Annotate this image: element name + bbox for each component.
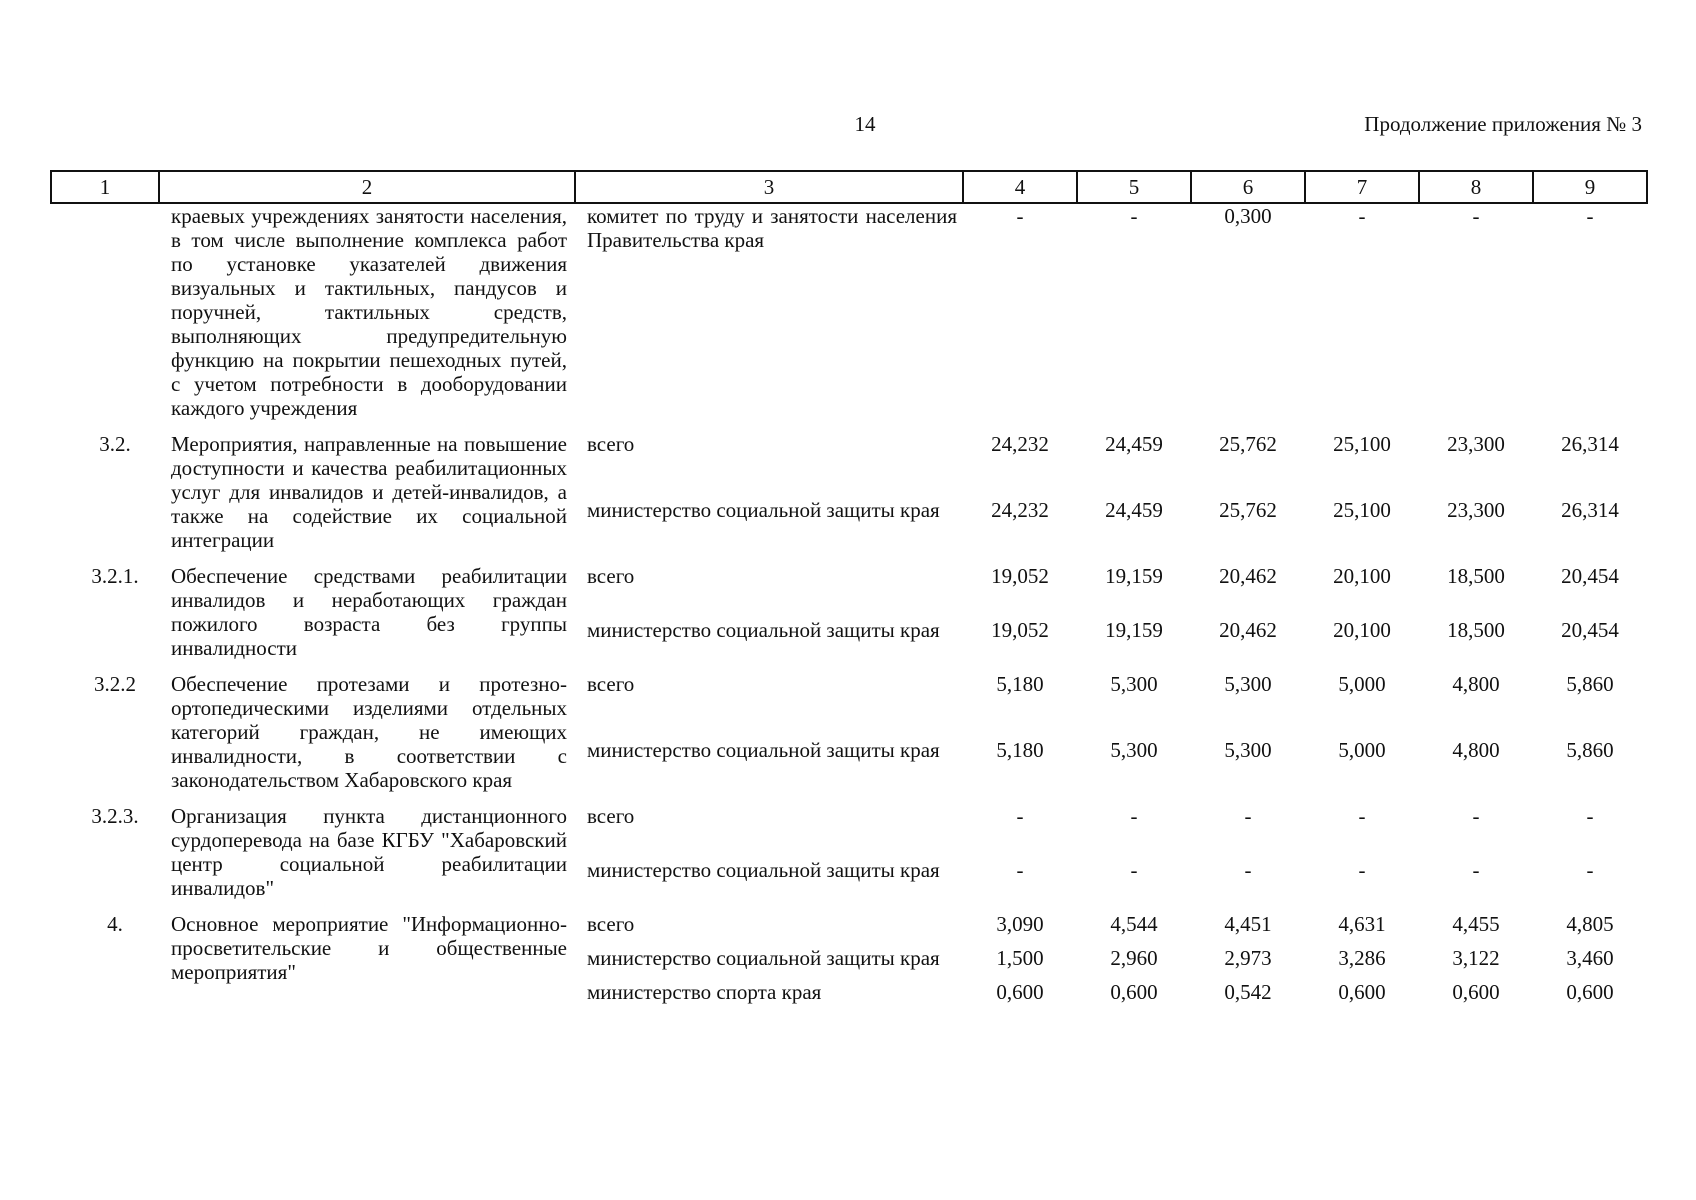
funding-value: 3,460: [1566, 946, 1614, 970]
funding-value: 0,542: [1224, 980, 1272, 1004]
table-row: [51, 900, 1647, 936]
item-description: Обеспечение средствами реабилитации инвалидов и неработающих граждан пожилого возраста без группы инвалидности: [171, 564, 567, 660]
funding-value: 3,286: [1338, 946, 1386, 970]
funding-value: 24,232: [991, 432, 1049, 456]
funding-value: -: [1244, 804, 1252, 828]
executor-name: комитет по труду и занятости населения Правительства края: [587, 204, 957, 252]
funding-value: 5,860: [1566, 672, 1614, 696]
executor-name: всего: [587, 912, 635, 936]
column-header: 6: [1191, 171, 1305, 203]
funding-value: 25,762: [1219, 432, 1277, 456]
funding-value: -: [1586, 857, 1594, 882]
table-row: [51, 792, 1647, 848]
appendix-table: [50, 170, 1648, 1004]
item-code: 3.2.2: [94, 672, 136, 696]
funding-value: 19,052: [991, 617, 1049, 642]
funding-value: 0,600: [1338, 980, 1386, 1004]
funding-value: -: [1130, 857, 1138, 882]
funding-value: 24,232: [991, 497, 1049, 522]
column-number-row: [51, 171, 1647, 203]
executor-name: министерство социальной защиты края: [587, 946, 940, 970]
funding-value: 0,600: [1452, 980, 1500, 1004]
funding-value: -: [1016, 857, 1024, 882]
funding-value: 25,762: [1219, 497, 1277, 522]
funding-value: 4,800: [1452, 737, 1500, 762]
funding-value: 20,454: [1561, 617, 1619, 642]
item-code: 3.2.3.: [91, 804, 139, 828]
funding-value: 0,300: [1224, 204, 1272, 228]
funding-value: 26,314: [1561, 497, 1619, 522]
funding-value: 20,100: [1333, 617, 1391, 642]
funding-value: 24,459: [1105, 432, 1163, 456]
funding-value: 1,500: [996, 946, 1044, 970]
funding-value: 20,462: [1219, 617, 1277, 642]
table-row: [51, 420, 1647, 488]
funding-value: 5,300: [1224, 672, 1272, 696]
funding-value: 25,100: [1333, 497, 1391, 522]
table-row: [51, 660, 1647, 728]
funding-value: -: [1016, 204, 1024, 228]
funding-value: 5,000: [1338, 672, 1386, 696]
item-code: [51, 203, 159, 420]
column-header: 9: [1533, 171, 1647, 203]
funding-value: 23,300: [1447, 497, 1505, 522]
funding-value: 0,600: [1566, 980, 1614, 1004]
funding-value: -: [1586, 804, 1594, 828]
column-header: 8: [1419, 171, 1533, 203]
funding-value: 5,300: [1224, 737, 1272, 762]
executor-name: министерство социальной защиты края: [587, 857, 940, 882]
column-header: 2: [159, 171, 575, 203]
funding-value: -: [1358, 857, 1366, 882]
executor-name: всего: [587, 804, 635, 828]
appendix-table-container: [50, 170, 1647, 1004]
funding-value: 3,122: [1452, 946, 1500, 970]
funding-value: 20,462: [1219, 564, 1277, 588]
funding-value: -: [1130, 804, 1138, 828]
funding-value: -: [1472, 804, 1480, 828]
executor-name: всего: [587, 672, 635, 696]
funding-value: 19,052: [991, 564, 1049, 588]
funding-value: -: [1358, 204, 1366, 228]
table-row: [51, 203, 1647, 420]
page-number: 14: [854, 112, 876, 136]
funding-value: -: [1358, 804, 1366, 828]
funding-value: 5,000: [1338, 737, 1386, 762]
executor-name: министерство социальной защиты края: [587, 617, 940, 642]
funding-value: 5,300: [1110, 737, 1158, 762]
funding-value: 18,500: [1447, 564, 1505, 588]
item-description: Организация пункта дистанционного сурдоперевода на базе КГБУ "Хабаровский центр социальной реабилитации инвалидов": [171, 804, 567, 900]
table-header: [51, 171, 1647, 203]
funding-value: 5,860: [1566, 737, 1614, 762]
funding-value: 0,600: [996, 980, 1044, 1004]
funding-value: -: [1016, 804, 1024, 828]
executor-name: всего: [587, 564, 635, 588]
funding-value: 5,300: [1110, 672, 1158, 696]
funding-value: 2,973: [1224, 946, 1272, 970]
funding-value: 26,314: [1561, 432, 1619, 456]
funding-value: 4,544: [1110, 912, 1158, 936]
item-description: Основное мероприятие "Информационно-просветительские и общественные мероприятия": [171, 912, 567, 984]
executor-name: всего: [587, 432, 635, 456]
item-description: краевых учреждениях занятости населения, в том числе выполнение комплекса работ по установке указателей движения визуальных и тактильных, пандусов и поручней, тактильных средств, выполняющих предупредительную функцию на покрытии пешеходных путей, с учетом потребности в дооборудовании каждого учреждения: [171, 204, 567, 420]
item-description: Мероприятия, направленные на повышение доступности и качества реабилитационных услуг для инвалидов и детей-инвалидов, а также на содействие их социальной интеграции: [171, 432, 567, 552]
funding-value: 4,631: [1338, 912, 1386, 936]
funding-value: 5,180: [996, 672, 1044, 696]
funding-value: 18,500: [1447, 617, 1505, 642]
column-header: 5: [1077, 171, 1191, 203]
column-header: 4: [963, 171, 1077, 203]
item-code: 3.2.: [99, 432, 131, 456]
column-header: 1: [51, 171, 159, 203]
funding-value: 19,159: [1105, 564, 1163, 588]
item-description: Обеспечение протезами и протезно-ортопедическими изделиями отдельных категорий граждан, не имеющих инвалидности, в соответствии с законодательством Хабаровского края: [171, 672, 567, 792]
continuation-heading: Продолжение приложения № 3: [1364, 112, 1642, 136]
funding-value: 3,090: [996, 912, 1044, 936]
item-code: 4.: [107, 912, 123, 936]
funding-value: -: [1472, 204, 1480, 228]
executor-name: министерство социальной защиты края: [587, 497, 940, 522]
funding-value: 4,451: [1224, 912, 1272, 936]
funding-value: -: [1130, 204, 1138, 228]
executor-name: министерство социальной защиты края: [587, 737, 940, 762]
column-header: 3: [575, 171, 963, 203]
funding-value: 4,455: [1452, 912, 1500, 936]
executor-name: министерство спорта края: [587, 980, 822, 1004]
funding-value: 0,600: [1110, 980, 1158, 1004]
table-body: [51, 203, 1647, 1004]
table-row: [51, 552, 1647, 608]
funding-value: 2,960: [1110, 946, 1158, 970]
funding-value: 20,454: [1561, 564, 1619, 588]
funding-value: -: [1244, 857, 1252, 882]
funding-value: -: [1586, 204, 1594, 228]
item-code: 3.2.1.: [91, 564, 139, 588]
funding-value: 4,800: [1452, 672, 1500, 696]
funding-value: 25,100: [1333, 432, 1391, 456]
funding-value: 24,459: [1105, 497, 1163, 522]
funding-value: 5,180: [996, 737, 1044, 762]
funding-value: 19,159: [1105, 617, 1163, 642]
funding-value: -: [1472, 857, 1480, 882]
funding-value: 4,805: [1566, 912, 1614, 936]
funding-value: 23,300: [1447, 432, 1505, 456]
funding-value: 20,100: [1333, 564, 1391, 588]
column-header: 7: [1305, 171, 1419, 203]
